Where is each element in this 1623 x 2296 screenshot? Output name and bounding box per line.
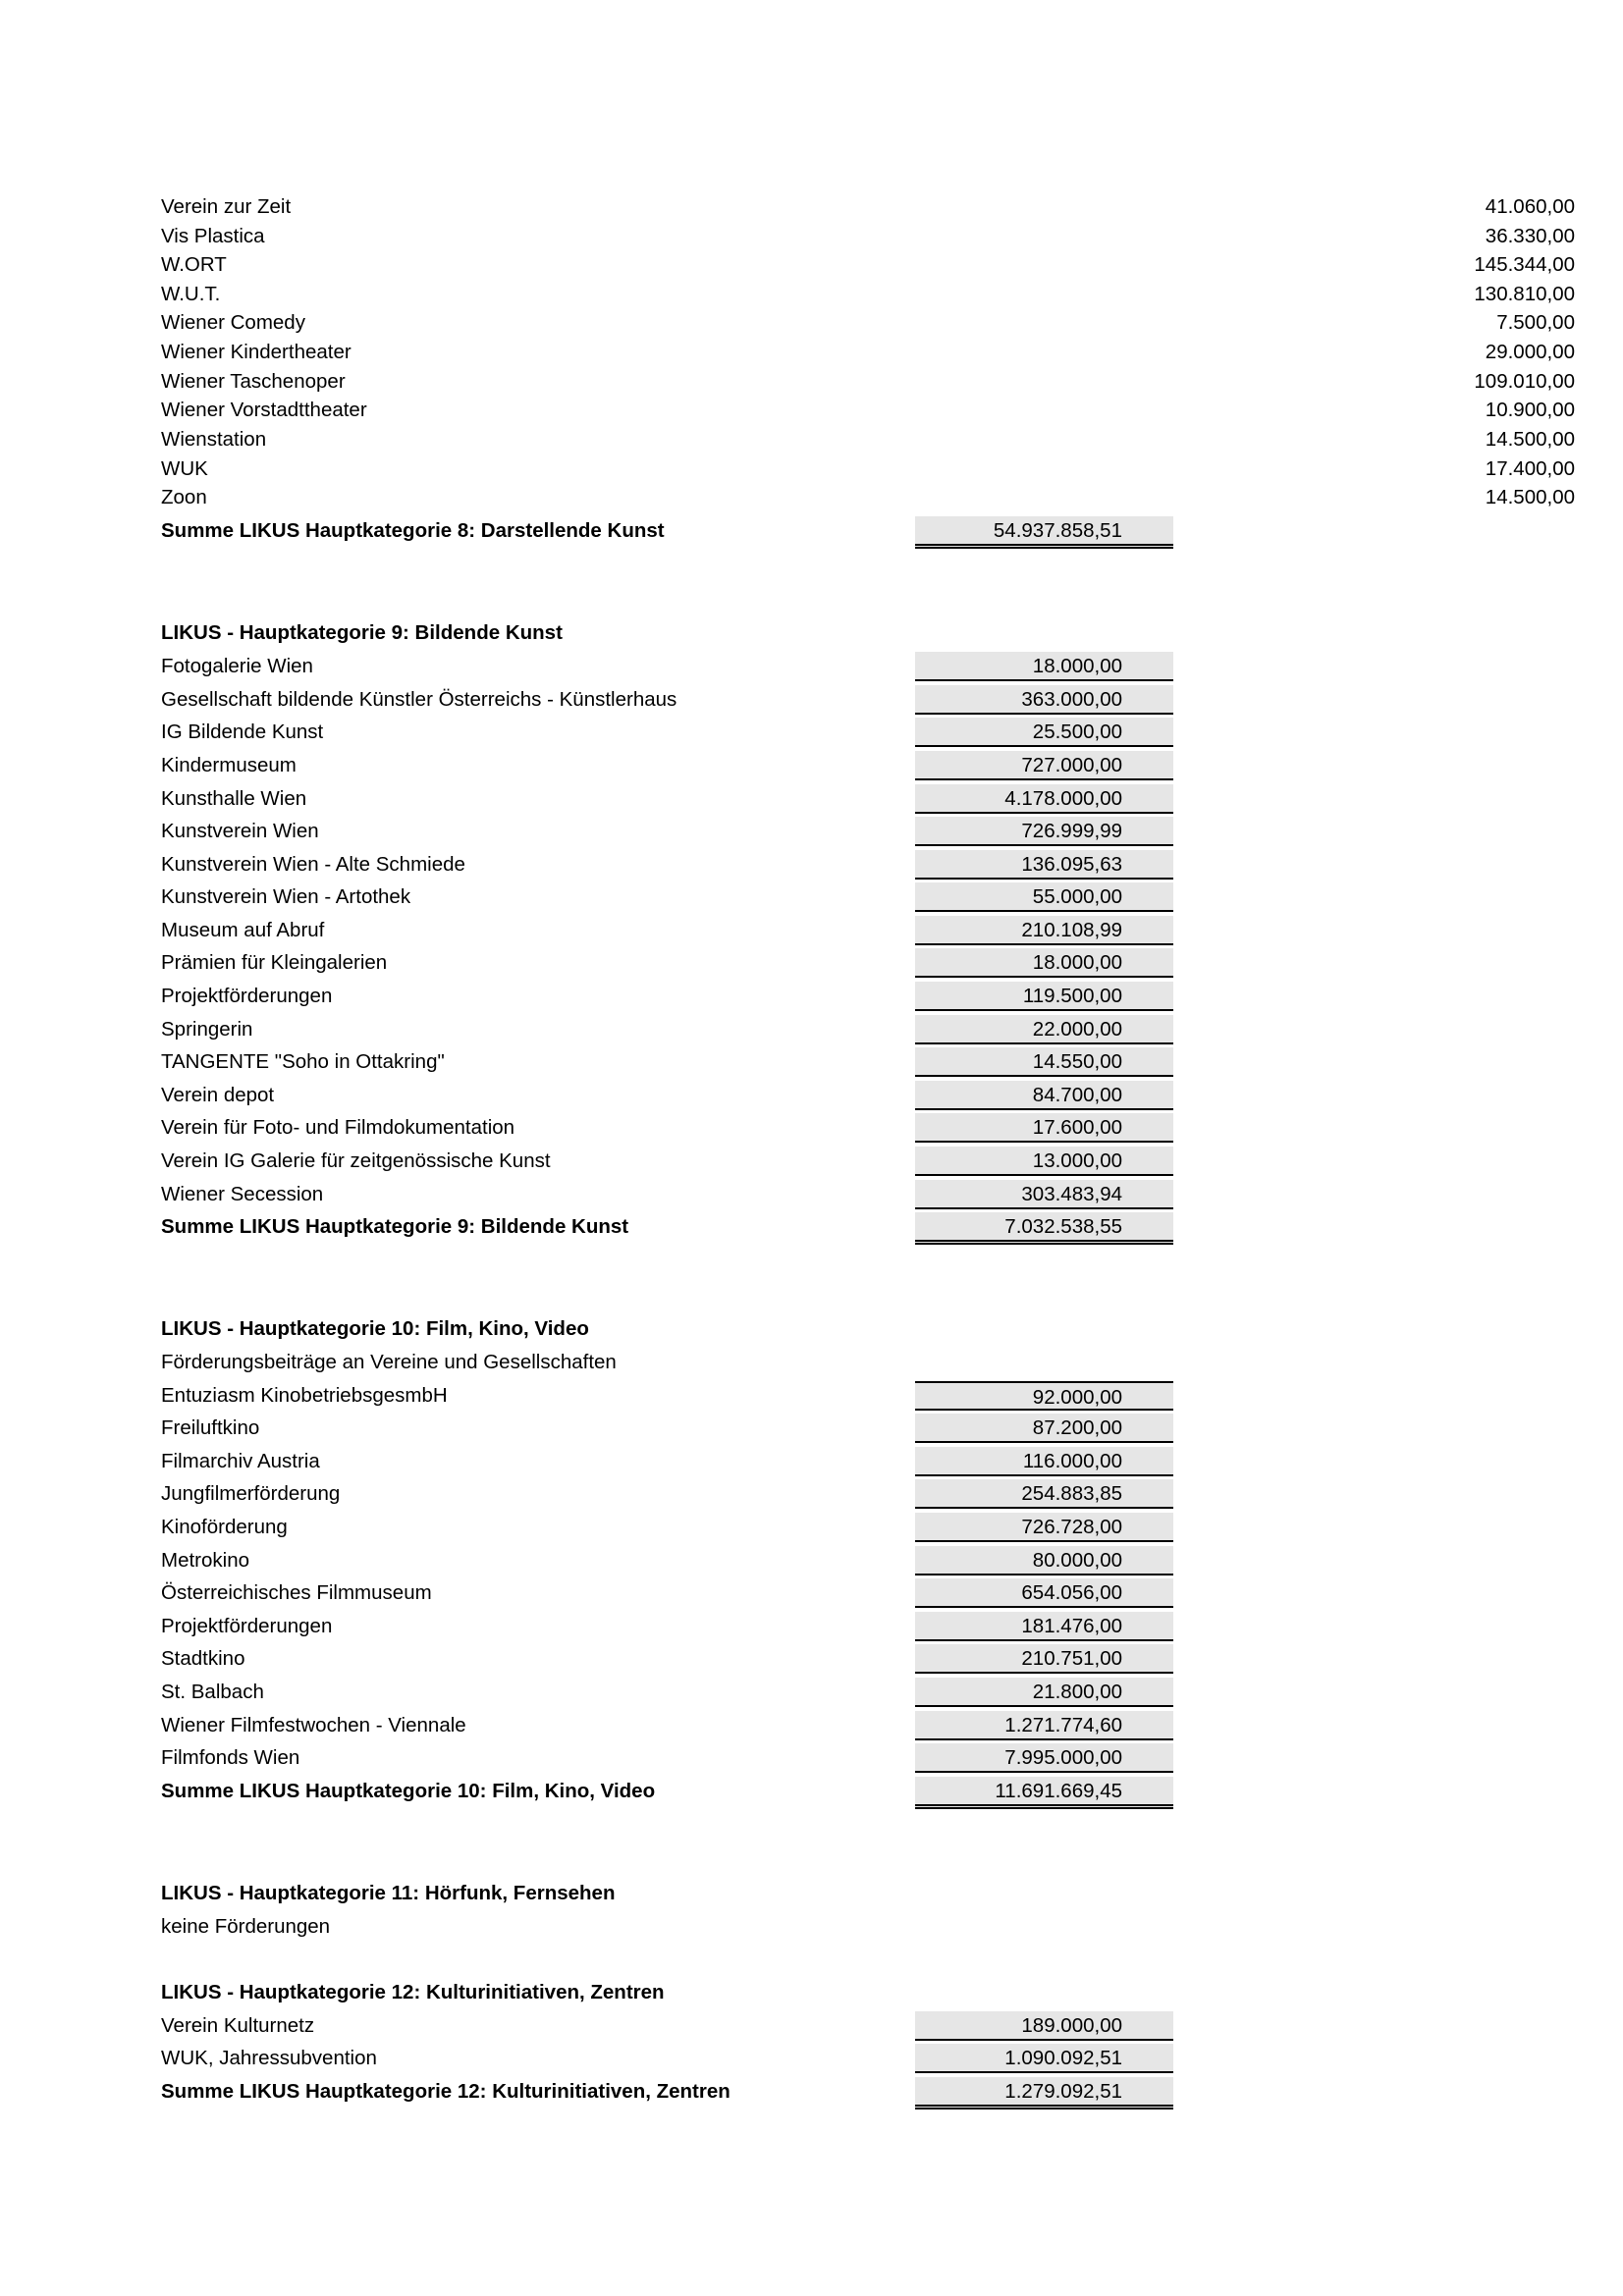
row-amount: 55.000,00 (915, 882, 1173, 912)
sum-label: Summe LIKUS Hauptkategorie 9: Bildende Kunst (161, 1215, 629, 1238)
sum-amount: 7.032.538,55 (915, 1212, 1173, 1245)
row-amount: 21.800,00 (915, 1678, 1173, 1707)
row-name: Kunsthalle Wien (161, 787, 307, 810)
row-name: Filmarchiv Austria (161, 1450, 320, 1472)
item-amount: 14.500,00 (1485, 486, 1575, 508)
row-amount: 25.500,00 (915, 718, 1173, 747)
sum-label: Summe LIKUS Hauptkategorie 8: Darstellende Kunst (161, 519, 665, 542)
row-name: Filmfonds Wien (161, 1746, 300, 1769)
row-name: Projektförderungen (161, 985, 333, 1007)
row-name: Projektförderungen (161, 1615, 333, 1637)
item-name: Wiener Taschenoper (161, 370, 346, 393)
row-amount: 727.000,00 (915, 751, 1173, 780)
item-amount: 7.500,00 (1496, 311, 1575, 334)
row-amount: 1.090.092,51 (915, 2044, 1173, 2073)
sum-amount: 11.691.669,45 (915, 1777, 1173, 1809)
item-name: Wiener Vorstadttheater (161, 399, 367, 421)
item-name: Wienstation (161, 428, 267, 451)
row-name: Stadtkino (161, 1647, 245, 1670)
sum-amount: 54.937.858,51 (915, 516, 1173, 549)
row-name: Kunstverein Wien (161, 820, 319, 842)
row-amount: 189.000,00 (915, 2011, 1173, 2041)
item-name: Zoon (161, 486, 207, 508)
row-amount: 7.995.000,00 (915, 1743, 1173, 1773)
row-name: Wiener Filmfestwochen - Viennale (161, 1714, 466, 1736)
item-amount: 145.344,00 (1474, 253, 1575, 276)
row-amount: 119.500,00 (915, 982, 1173, 1011)
row-name: St. Balbach (161, 1681, 264, 1703)
row-amount: 210.751,00 (915, 1644, 1173, 1674)
row-name: Gesellschaft bildende Künstler Österreichs - Künstlerhaus (161, 688, 677, 711)
row-name: Kindermuseum (161, 754, 297, 776)
item-amount: 109.010,00 (1474, 370, 1575, 393)
row-amount: 726.999,99 (915, 817, 1173, 846)
row-name: Kinoförderung (161, 1516, 288, 1538)
item-amount: 29.000,00 (1485, 341, 1575, 363)
row-name: Verein Kulturnetz (161, 2014, 315, 2037)
row-name: Kunstverein Wien - Alte Schmiede (161, 853, 465, 876)
row-amount: 181.476,00 (915, 1612, 1173, 1641)
item-name: Wiener Kindertheater (161, 341, 352, 363)
row-name: Verein depot (161, 1084, 275, 1106)
sum-amount: 1.279.092,51 (915, 2077, 1173, 2109)
row-amount: 254.883,85 (915, 1479, 1173, 1509)
row-amount: 17.600,00 (915, 1113, 1173, 1143)
row-amount: 654.056,00 (915, 1578, 1173, 1608)
sum-label: Summe LIKUS Hauptkategorie 12: Kulturinitiativen, Zentren (161, 2080, 730, 2103)
row-name: TANGENTE "Soho in Ottakring" (161, 1050, 445, 1073)
item-amount: 36.330,00 (1485, 225, 1575, 247)
item-name: Verein zur Zeit (161, 195, 292, 218)
row-amount: 363.000,00 (915, 685, 1173, 715)
row-name: Freiluftkino (161, 1416, 260, 1439)
row-amount: 13.000,00 (915, 1147, 1173, 1176)
item-amount: 10.900,00 (1485, 399, 1575, 421)
sum-label: Summe LIKUS Hauptkategorie 10: Film, Kino, Video (161, 1780, 656, 1802)
row-amount: 87.200,00 (915, 1414, 1173, 1443)
row-amount: 116.000,00 (915, 1447, 1173, 1476)
row-amount: 303.483,94 (915, 1180, 1173, 1209)
row-amount: 210.108,99 (915, 916, 1173, 945)
row-name: Springerin (161, 1018, 253, 1041)
row-name: Prämien für Kleingalerien (161, 951, 388, 974)
row-name: WUK, Jahressubvention (161, 2047, 377, 2069)
row-amount: 18.000,00 (915, 652, 1173, 681)
row-amount: 4.178.000,00 (915, 784, 1173, 814)
category-12-title: LIKUS - Hauptkategorie 12: Kulturinitiativen, Zentren (161, 1981, 665, 2003)
category-10-subtitle: Förderungsbeiträge an Vereine und Gesellschaften (161, 1351, 617, 1373)
item-name: W.U.T. (161, 283, 221, 305)
category-11-title: LIKUS - Hauptkategorie 11: Hörfunk, Fernsehen (161, 1882, 616, 1904)
row-name: Fotogalerie Wien (161, 655, 313, 677)
row-name: Jungfilmerförderung (161, 1482, 341, 1505)
row-name: Entuziasm KinobetriebsgesmbH (161, 1384, 448, 1407)
row-amount: 1.271.774,60 (915, 1711, 1173, 1740)
row-amount: 92.000,00 (915, 1381, 1173, 1411)
item-amount: 14.500,00 (1485, 428, 1575, 451)
item-name: Vis Plastica (161, 225, 265, 247)
row-amount: 14.550,00 (915, 1047, 1173, 1077)
row-name: Kunstverein Wien - Artothek (161, 885, 411, 908)
item-name: Wiener Comedy (161, 311, 305, 334)
category-11-note: keine Förderungen (161, 1915, 331, 1938)
row-amount: 726.728,00 (915, 1513, 1173, 1542)
row-name: Museum auf Abruf (161, 919, 325, 941)
row-amount: 22.000,00 (915, 1015, 1173, 1044)
item-name: W.ORT (161, 253, 227, 276)
item-amount: 17.400,00 (1485, 457, 1575, 480)
row-amount: 84.700,00 (915, 1081, 1173, 1110)
item-amount: 130.810,00 (1474, 283, 1575, 305)
row-name: Metrokino (161, 1549, 250, 1572)
category-9-title: LIKUS - Hauptkategorie 9: Bildende Kunst (161, 621, 563, 644)
row-name: Wiener Secession (161, 1183, 324, 1205)
row-amount: 136.095,63 (915, 850, 1173, 880)
row-name: IG Bildende Kunst (161, 721, 324, 743)
category-10-title: LIKUS - Hauptkategorie 10: Film, Kino, Video (161, 1317, 589, 1340)
row-amount: 80.000,00 (915, 1546, 1173, 1575)
row-name: Verein für Foto- und Filmdokumentation (161, 1116, 515, 1139)
item-name: WUK (161, 457, 208, 480)
row-name: Österreichisches Filmmuseum (161, 1581, 432, 1604)
row-amount: 18.000,00 (915, 948, 1173, 978)
item-amount: 41.060,00 (1485, 195, 1575, 218)
row-name: Verein IG Galerie für zeitgenössische Kunst (161, 1149, 551, 1172)
